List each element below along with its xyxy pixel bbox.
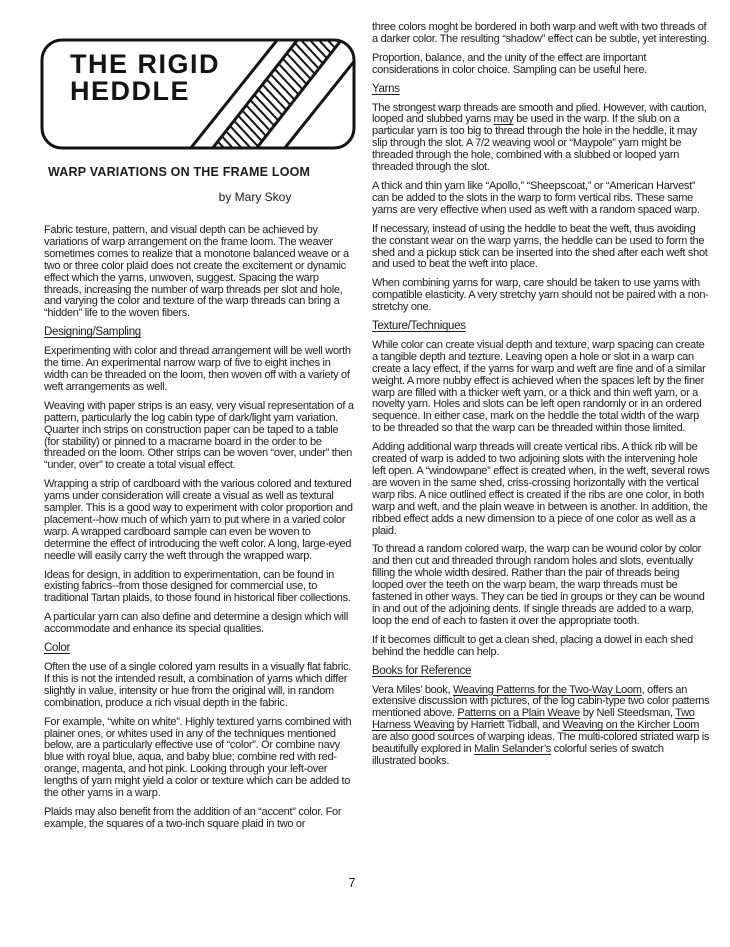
paragraph: Weaving with paper strips is an easy, very visual representation of a pattern, particularly the log cabin type of dark/light yarn variation. Quarter inch strips on construction paper can be taped to a table (for stability) or pinned to a macrame board in the order to be threaded on the loom. Other strips can be woven “over, under” then “under, over” to create a total visual effect. — [44, 399, 354, 472]
logo-line-2: HEDDLE — [70, 76, 191, 106]
left-column — [44, 225, 356, 838]
article-title: WARP VARIATIONS ON THE FRAME LOOM — [48, 165, 311, 179]
page-number: 7 — [348, 876, 356, 890]
paragraph: three colors moght be bordered in both warp and weft with two threads of a darker color. The resulting “shadow” effect can be subtle, yet interesting. — [372, 21, 710, 45]
paragraph: If necessary, instead of using the heddle to beat the weft, thus avoiding the constant wear on the warp yarns, the heddle can be used to form the shed and a pickup stick can be inserted into the shed after each weft shot and used to beat the weft into place. — [372, 222, 708, 271]
paragraph: The strongest warp threads are smooth and plied. However, with caution, looped and slubbed yarns may be used in the warp. If the slub on a particular yarn is too big to thread through the hole in the heddle, it may slip through the slot. A 7/2 weaving wool or “Maypole” yarn might be threaded through the hole, combined with a slubbed or looped yarn threaded through the slot. — [372, 101, 707, 174]
paragraph: Adding additional warp threads will create vertical ribs. A thick rib will be created of warp is added to two adjoining slots with the intervening hole left open. A “windowpane” effect is created when, in the weft, several rows are woven in the same shed, criss-crossing horizontally with the vertical warp ribs. A nice outlined effect is created if the ribs are one color, in both warp and weft, and the plain weave in between is another. In addition, the ribbed effect adds a new dimension to a piece of one color as well as a plaid. — [372, 441, 710, 537]
section-heading: Color — [44, 642, 70, 655]
section-heading: Yarns — [372, 82, 400, 95]
paragraph: Vera Miles’ book, Weaving Patterns for the Two-Way Loom, offers an extensive discussion with pictures, of the log cabin-type two color patterns mentioned above. Patterns on a Plain Weave by Nell Steedsman, Two Harness Weaving by Harriett Tidball, and Weaving on the Kircher Loom are also good sources of warping ideas. The multi-colored striated warp is beautifully explored in Malin Selander’s colorful series of swatch illustrated books. — [372, 683, 710, 767]
article-byline: by Mary Skoy — [218, 190, 292, 204]
paragraph: Often the use of a single colored yarn results in a visually flat fabric. If this is not the intended result, a combination of yarns which differ slightly in value, intensity or hue from the original will, in random combination, produce a rich visual depth in the fabric. — [44, 661, 352, 709]
logo-wordmark — [70, 51, 220, 105]
paragraph: A thick and thin yarn like “Apollo,” “Sheepscoat,” or “American Harvest” can be added to the slots in the warp to form vertical ribs. These same yarns are very effective when used as weft with a random spaced warp. — [372, 179, 700, 216]
right-column — [372, 22, 710, 775]
section-heading: Designing/Sampling — [44, 326, 141, 339]
paragraph: Wrapping a strip of cardboard with the various colored and textured yarns under consideration will create a visual as well as textural sampler. This is a good way to experiment with color proportion and placement--how much of which yarn to put where in a varied color warp. A wrapped cardboard sample can even be woven to determine the effect of introducing the weft color. A long, large-eyed needle will easily carry the weft through the wrapped warp. — [44, 478, 353, 562]
masthead-logo — [40, 38, 356, 150]
paragraph: Ideas for design, in addition to experimentation, can be found in existing fabrics--from those designed for commercial use, to traditional Tartan plaids, to those found in historical fiber collections. — [44, 568, 351, 605]
logo-line-1: THE RIGID — [70, 49, 221, 79]
section-heading: Texture/Techniques — [372, 320, 466, 333]
paragraph: Experimenting with color and thread arrangement will be well worth the time. An experimental narrow warp of five to eight inches in width can be threaded on the loom, then woven off with a variety of weft arrangements as well. — [44, 345, 351, 393]
paragraph: Proportion, balance, and the unity of the effect are important considerations in color choice. Sampling can be useful here. — [372, 51, 647, 76]
paragraph: If it becomes difficult to get a clean shed, placing a dowel in each shed behind the heddle can help. — [372, 633, 693, 658]
paragraph: To thread a random colored warp, the warp can be wound color by color and then cut and threaded through random holes and slots, eventually filling the whole width desired. Rather than the pair of threads being looped over the teeth on the warp beam, the warp threads must be fastened in other ways. They can be tied in groups or they can be wound in and out of the adjoining dents. If single threads are added to a warp, loop the end of each to fasten it over the appropriate tooth. — [372, 543, 705, 627]
section-heading: Books for Reference — [372, 664, 472, 677]
paragraph: While color can create visual depth and texture, warp spacing can create a tangible depth and tezture. Leaving open a hole or slot in a warp can create a lacy effect, if the yarns for warp and weft are fine and of a similar weight. A more nubby effect is achieved when the spaces left by the finer warp are filled with a thicker weft yarn, or a thick and thin weft yarn, or a novelty yarn. Holes and slots can be left open randomly or in an ordered sequence. In either case, mark on the heddle the total width of the warp to be threaded so that the warp can be threaded within those limited. — [372, 338, 706, 435]
paragraph: Plaids may also benefit from the addition of an “accent” color. For example, the squares of a two-inch square plaid in two or — [44, 805, 342, 830]
paragraph: When combining yarns for warp, care should be taken to use yarns with compatible elasticity. A very stretchy yarn should not be paired with a non-stretchy one. — [372, 277, 709, 314]
paragraph: Fabric testure, pattern, and visual depth can be achieved by variations of warp arrangement on the frame loom. The weaver sometimes comes to realize that a monotone balanced weave or a two or three color plaid does not create the excitement or dynamic effect which the yarns, unwoven, suggest. Spacing the warp threads, increasing the number of warp threads per slot and hole, and varying the color and texture of the warp threads can bring a “hidden” life to the woven fibers. — [44, 224, 349, 320]
paragraph: For example, “white on white”. Highly textured yarns combined with plainer ones, or whites used in any of the techniques mentioned below, are a particularly effective use of “color”. Or combine navy blue with royal blue, aqua, and baby blue; combine red with red-orange, magenta, and hot pink. Looking through your left-over lengths of yarn might yield a color or texture which can be added to the other yarns in a warp. — [44, 715, 352, 800]
paragraph: A particular yarn can also define and determine a design which will accommodate and enhance its special qualities. — [44, 611, 348, 636]
